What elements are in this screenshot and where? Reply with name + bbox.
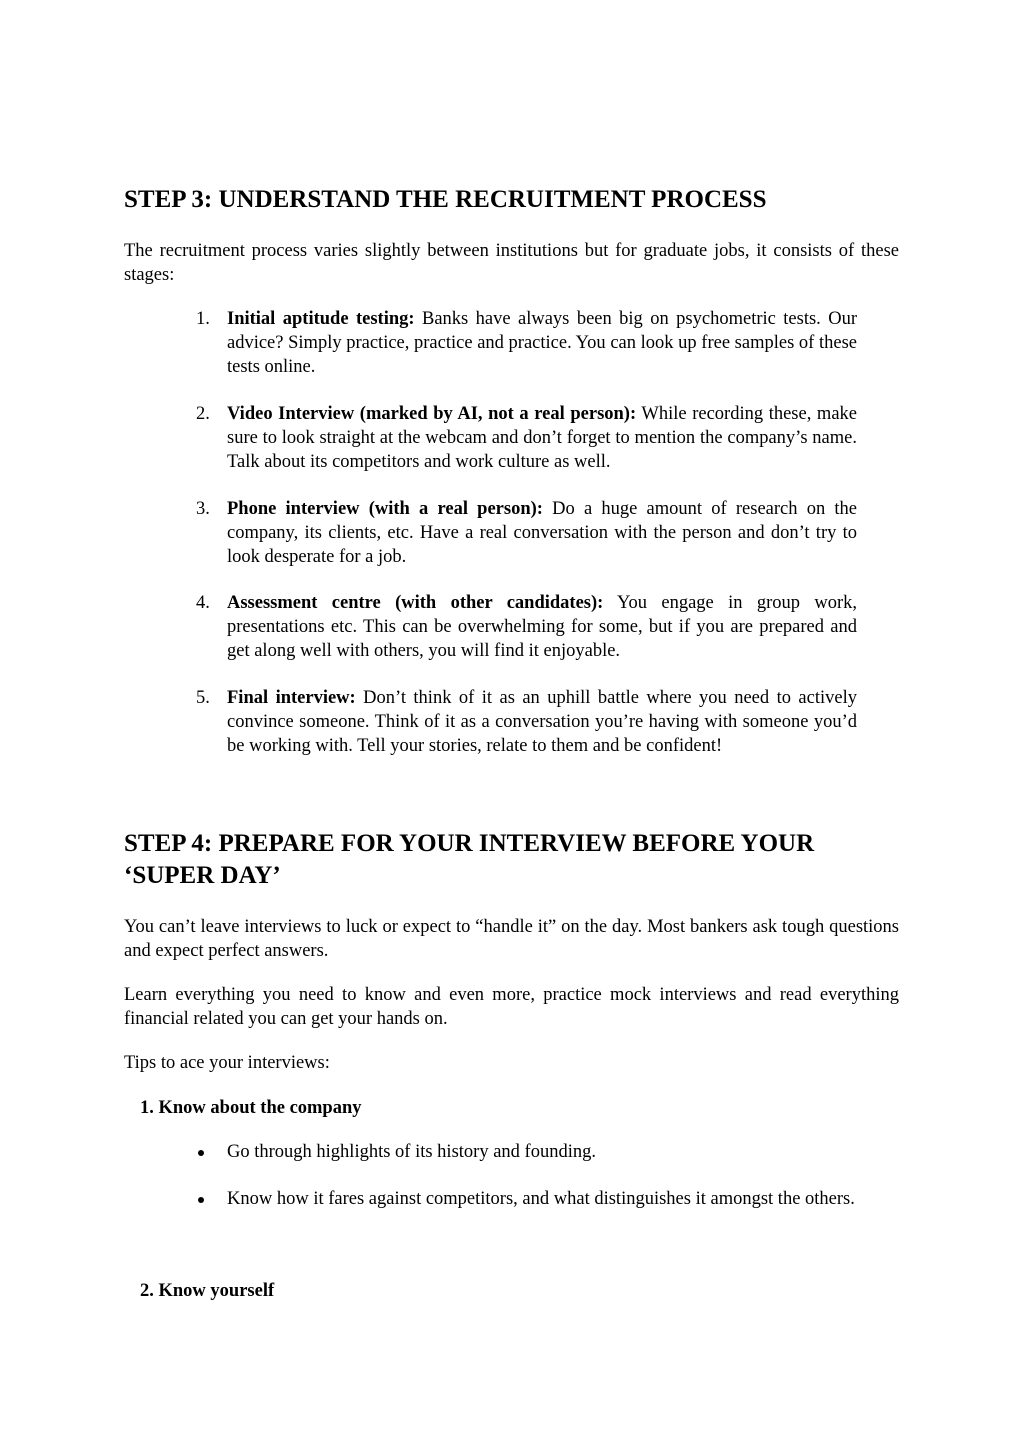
- step4-paragraph-2: Learn everything you need to know and even more, practice mock interviews and read everything financial related you can get your hands on.: [124, 985, 899, 1029]
- stage-item-5: [190, 686, 857, 758]
- stage-title: Assessment centre (with other candidates):: [227, 593, 604, 613]
- stage-title: Initial aptitude testing:: [227, 309, 415, 329]
- stage-body: [227, 591, 857, 663]
- stage-text: You engage in group work, presentations etc. This can be overwhelming for some, but if you are prepared and get along well with others, you will find it enjoyable.: [227, 593, 857, 661]
- stage-title: Final interview:: [227, 688, 356, 708]
- step3-intro: The recruitment process varies slightly between institutions but for graduate jobs, it consists of these stages:: [124, 241, 899, 285]
- stage-body: [227, 497, 857, 569]
- tip1-title: 1. Know about the company: [140, 1098, 362, 1118]
- bullet-dot: [198, 1197, 204, 1203]
- stage-title: Video Interview (marked by AI, not a real person):: [227, 404, 637, 424]
- stage-number: 3.: [196, 499, 210, 519]
- step3-heading: STEP 3: UNDERSTAND THE RECRUITMENT PROCESS: [124, 186, 767, 213]
- stage-number: 2.: [196, 404, 210, 424]
- stage-number: 1.: [196, 309, 210, 329]
- stage-item-1: [190, 307, 857, 379]
- stage-body: [227, 307, 857, 379]
- bullet-text: Know how it fares against competitors, and what distinguishes it amongst the others.: [227, 1189, 855, 1209]
- bullet-text: Go through highlights of its history and founding.: [227, 1142, 596, 1162]
- step4-paragraph-1: You can’t leave interviews to luck or expect to “handle it” on the day. Most bankers ask tough questions and expect perfect answers.: [124, 917, 899, 961]
- tips-intro: Tips to ace your interviews:: [124, 1053, 330, 1073]
- stage-text: Banks have always been big on psychometric tests. Our advice? Simply practice, practice and practice. You can look up free samples of these tests online.: [227, 309, 857, 377]
- stage-item-4: [190, 591, 857, 663]
- stage-body: [227, 402, 857, 474]
- stage-body: [227, 686, 857, 758]
- step4-heading: STEP 4: PREPARE FOR YOUR INTERVIEW BEFORE YOUR ‘SUPER DAY’: [124, 830, 815, 889]
- stage-title: Phone interview (with a real person):: [227, 499, 543, 519]
- stage-item-2: [190, 402, 857, 474]
- stage-item-3: [190, 497, 857, 569]
- stage-text: While recording these, make sure to look straight at the webcam and don’t forget to mention the company’s name. Talk about its competitors and work culture as well.: [227, 404, 857, 472]
- stage-text: Do a huge amount of research on the company, its clients, etc. Have a real conversation with the person and don’t try to look desperate for a job.: [227, 499, 857, 567]
- stage-number: 5.: [196, 688, 210, 708]
- bullet-dot: [198, 1150, 204, 1156]
- tip2-title: 2. Know yourself: [140, 1281, 275, 1301]
- tip1-bullet-1: [190, 1140, 857, 1164]
- stage-text: Don’t think of it as an uphill battle where you need to actively convince someone. Think of it as a conversation you’re having with someone you’d be working with. Tell your stories, relate to them and be confident!: [227, 688, 857, 756]
- stage-number: 4.: [196, 593, 210, 613]
- tip1-bullet-2: [190, 1187, 857, 1211]
